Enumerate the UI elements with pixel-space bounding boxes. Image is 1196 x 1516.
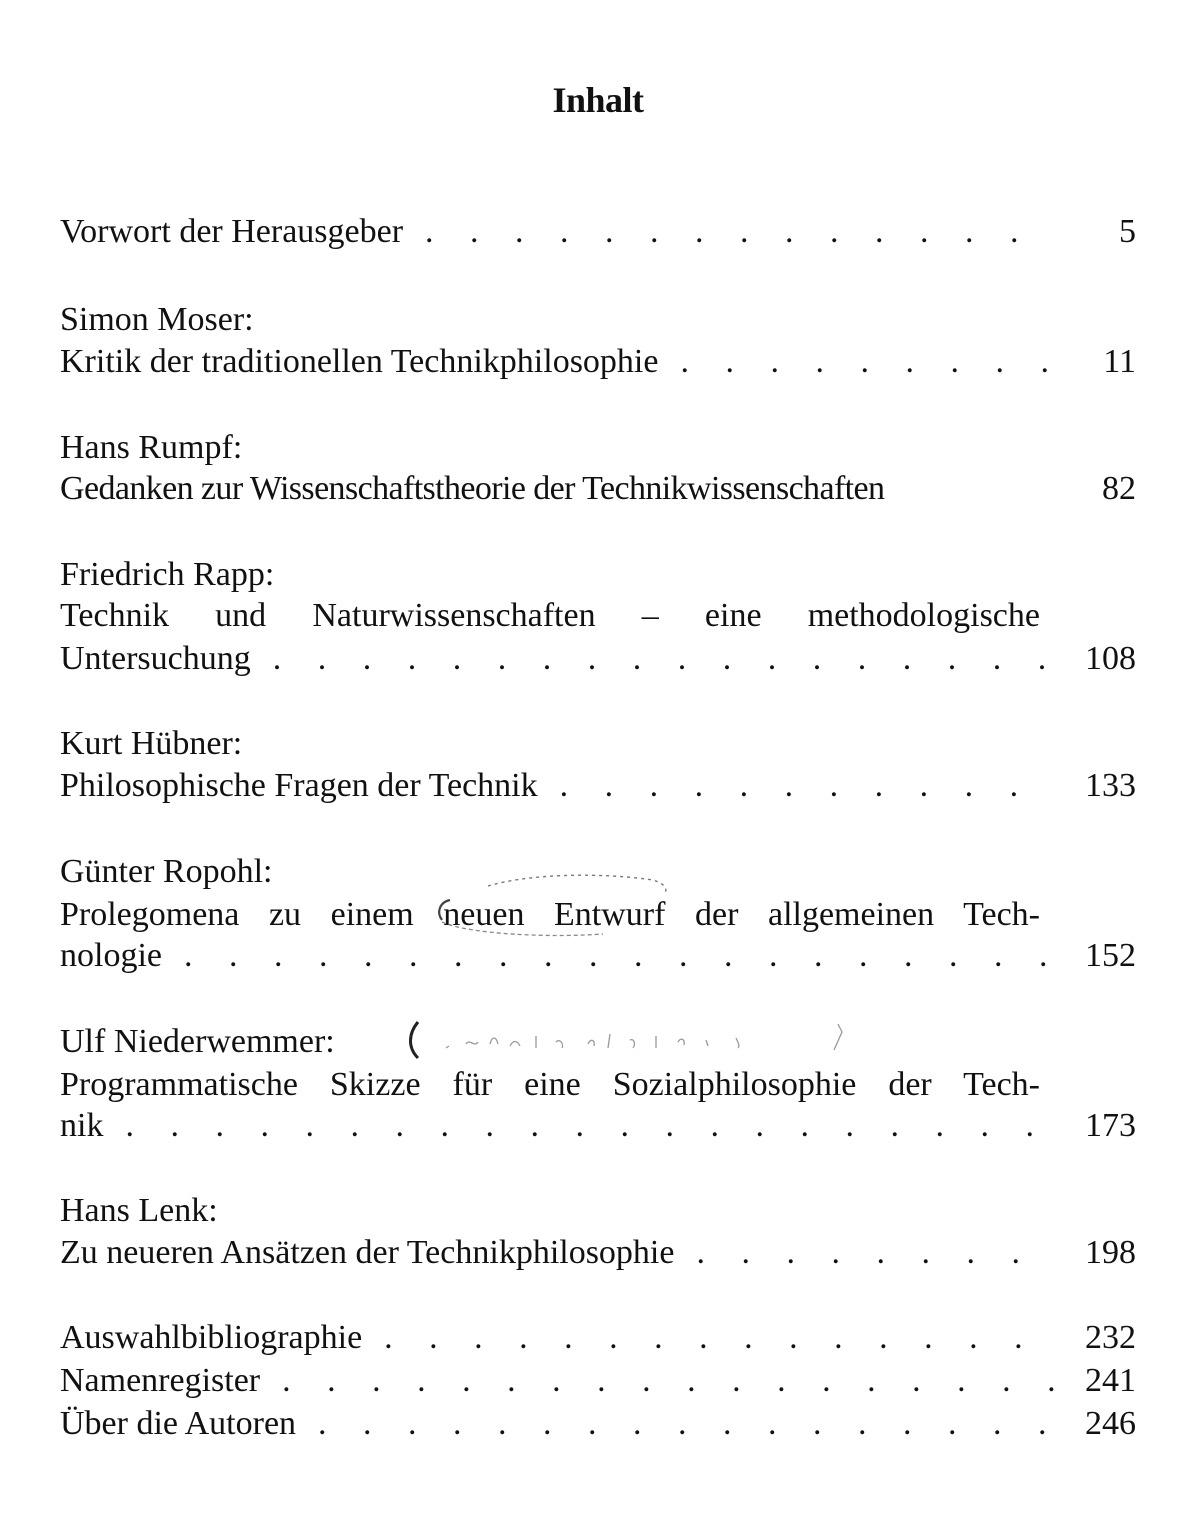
page-number: 198 <box>1085 1234 1136 1271</box>
entry-title: Vorwort der Herausgeber <box>60 213 404 250</box>
toc-entry-autoren <box>60 1402 1136 1446</box>
page-title: Inhalt <box>552 80 644 120</box>
entry-title: Gedanken zur Wissenschaftstheorie der Technikwissenschaften <box>60 470 885 507</box>
dot-leader <box>403 210 1056 254</box>
entry-author: Kurt Hübner: <box>60 725 243 762</box>
dot-leader <box>538 764 1056 808</box>
dot-leader <box>103 1104 1056 1148</box>
toc-entry-bibliographie <box>60 1316 1136 1360</box>
entry-title: nologie <box>60 937 162 974</box>
page-number: 152 <box>1085 937 1136 974</box>
entry-title: Untersuchung <box>60 640 251 677</box>
entry-author: Hans Lenk: <box>60 1192 218 1229</box>
toc-entry-moser <box>60 340 1136 384</box>
entry-author: Hans Rumpf: <box>60 429 243 466</box>
entry-title: Zu neueren Ansätzen der Technikphilosophie <box>60 1234 675 1271</box>
page-number: 173 <box>1085 1107 1136 1144</box>
toc-entry-rumpf <box>60 467 1136 511</box>
entry-title: nik <box>60 1107 104 1144</box>
page-number: 241 <box>1085 1362 1136 1399</box>
toc-entry-vorwort <box>60 210 1136 254</box>
toc-entry-rapp <box>60 637 1136 681</box>
entry-title: Kritik der traditionellen Technikphilosophie <box>60 343 659 380</box>
dot-leader <box>674 1231 1056 1275</box>
entry-title: Namenregister <box>60 1362 261 1399</box>
entry-author: Friedrich Rapp: <box>60 556 275 593</box>
entry-author: Günter Ropohl: <box>60 853 273 890</box>
page-number: 11 <box>1103 343 1136 380</box>
toc-entry-ropohl <box>60 934 1136 978</box>
entry-title: Philosophische Fragen der Technik <box>60 767 538 804</box>
entry-title-line: Technik und Naturwissenschaften – eine methodologische <box>60 597 1040 634</box>
dot-leader <box>162 934 1056 978</box>
page-number: 5 <box>1119 213 1136 250</box>
page-number: 133 <box>1085 767 1136 804</box>
toc-entry-namenregister <box>60 1359 1136 1403</box>
entry-title: Über die Autoren <box>60 1405 297 1442</box>
toc-entry-lenk <box>60 1231 1136 1275</box>
entry-title: Auswahlbibliographie <box>60 1319 363 1356</box>
toc-entry-niederwemmer <box>60 1104 1136 1148</box>
page-number: 246 <box>1085 1405 1136 1442</box>
dot-leader <box>260 1359 1056 1403</box>
page-number: 82 <box>1102 470 1136 507</box>
page-number: 108 <box>1085 640 1136 677</box>
dot-leader <box>658 340 1056 384</box>
dot-leader <box>362 1316 1056 1360</box>
page-number: 232 <box>1085 1319 1136 1356</box>
entry-author: Simon Moser: <box>60 301 254 338</box>
entry-title-line: Programmatische Skizze für eine Sozialphilosophie der Tech- <box>60 1066 1040 1103</box>
toc-entry-huebner <box>60 764 1136 808</box>
entry-author: Ulf Niederwemmer: <box>60 1023 335 1060</box>
dot-leader <box>296 1402 1056 1446</box>
dot-leader <box>251 637 1056 681</box>
entry-title-line: Prolegomena zu einem neuen Entwurf der allgemeinen Tech- <box>60 896 1040 933</box>
